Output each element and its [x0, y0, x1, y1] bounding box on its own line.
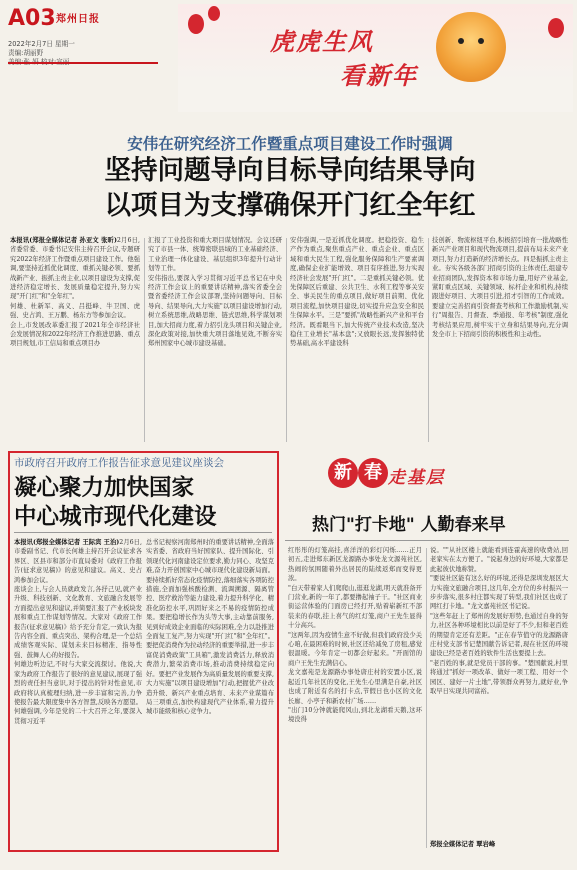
lead-subhead: 安伟在研究经济工作暨重点项目建设工作时强调: [127, 135, 453, 153]
third-column-1: 红彤彤的灯笼高挂,喜洋洋的彩灯闪烁……正月初五,走进郑东新区龙源路办事处龙文源苑社区,热闹的氛围随着外出居民的陆续返郑而变得更浓。 "白天带着家人们爬爬山,逛逛龙湖,明天就准备开门营业,新的一年了,都要撸起袖子干。"社区商业街运营体验的门面房已经打开,贴着崭新红不部装来的春联,挂上喜气的红灯笼,商户王先生显得十分高兴。 "这两年,因为疫情生意不好做,但我们政府没少关心咱,在最困难的时候,社区还给减免了房租,感觉很温暖。今年肯定一切都会好起来。"开面馆的商户王先生充满信心。 龙文嘉苑是龙源路办事处唐庄村的安置小区,说起近几年社区的变化,王先生心里满是自豪,社区也成了附近有名的打卡点,节假日也小区的文化长廊、小亭子和新农村广场…… "出门10分钟就能爬风山,到北龙湖看天鹅,这环境没得: [288, 547, 422, 724]
page-number: A03: [8, 6, 56, 31]
column-divider: [426, 548, 427, 848]
paper-logo: 郑州日报: [56, 14, 100, 25]
lantern-icon: [548, 18, 564, 38]
chun-badge: 春: [358, 458, 388, 488]
second-col1-text: 2月6日,市委副书记、代市长何雄主持召开会议征求各界区、区县市和部分市直局委对《政府工作报告(征求意见稿)》的意见和建议。高义、史占鸿参加会议。 座谈会上,与会人员就政发言,各抒己见,就产业升级、科技创新、文化教育、文旅融合发展等方面提出意见和建议,并简要汇报了产业板块发展和重点工作谋划等情况。大家对《政府工作报告(征求意见稿)》给予充分肯定,一致认为报告内容全面、重点突出、架构合理,是一个总结成绩客观实际、谋划未来目标精准、指导性强、鼓舞人心的好报告。 何雄边听边记,不时与大家交流探讨。他说,大家为政府工作报告了很好的意见建议,展现了强烈的责任担当意识,对于提出的针对性意见,市政府将认真梳理归纳,进一步丰富和完善,力争使报告最大限度集中各方智慧,反映各方愿望。 何雄强调,今年是党的二十大召开之年,要深入贯彻习近平: [14, 539, 142, 725]
issue-meta: 2022年2月7日 星期一 责编:胡丽野: [8, 40, 75, 57]
column-divider: [286, 238, 287, 442]
xin-badge: 新: [328, 458, 358, 488]
tiger-mascot-icon: [436, 12, 506, 82]
third-byline: 郑报全媒体记者 覃岩峰: [430, 841, 496, 848]
column-tag: 走基层: [388, 468, 445, 488]
second-story-kicker: 市政府召开政府工作报告征求意见建议座谈会: [14, 457, 224, 469]
tiger-eye-icon: [458, 38, 464, 44]
lantern-icon: [188, 14, 204, 34]
third-story-title: 热门"打卡地" 人勤春来早: [312, 515, 506, 535]
lead-column-4: 技创新、物流枢纽平台,积极招引培育一批战略性新兴产业项目和现代物流项目,提前布局未来产业项目,努力打造新的经济增长点。四是振抓主责主业。夯实各级各部门招商引资的主体责任,组建专业招商团队,发挥资本和市场力量,用好产业基金,紧盯重点区域、关键领域、标杆企业和机构,持续跟进好项目、大项目引进,招才引智的工作成效。要建立完善招商引资督查考核和工作激励机制,实行"周报告、月督查、季通报、年考核"制度,强化考核结果应用,树牢实干立身和结果导向,充分调发全市上下招商引资的积极性和主动性。: [432, 237, 568, 339]
banner-title-line2: 看新年: [340, 62, 418, 90]
lead-headline: 坚持问题导向目标导向结果导向 以项目为支撑确保开门红全年红: [104, 155, 476, 221]
column-divider: [428, 238, 429, 442]
lead-column-2: 汇报了工业投资和重大项目谋划情况。会议还研究了市县一体、统筹密联县域的工业基础经济、工业治理一体化建设、基层组织3年提升行动计划等工作。 安伟指出,要深入学习贯彻习近平总书记在中央经济工作会议上的重要讲话精神,落实省委全会暨省委经济工作会议部署,坚持问题导向、目标导向、结果导向,大力实施"以项目建设增加行动,树立系统思维,战略思维、链式思维,科学谋划项目,加大招商力度,着力招引龙头项目和关键企业,深化政策对接,加快重大项目落地见效,不断夯实郑州国家中心城市建设基础。: [148, 237, 282, 348]
lead-column-1: [10, 236, 140, 444]
second-column-2: 总书记视察河南郑州时的重要讲话精神,全面落实省委、省政府当好国家队、提升国际化、引领现代化河南建设定位要求,勤力同心、攻坚克难,奋力开创国家中心城市现代化建设新局面。要持续抓好常态化疫情防控,落细落实各项防控措施,全面加强核酸检测、流调溯源、隔离管控、医疗救治等能力建设,着力提升科学化、精准化防控水平,巩固好来之不易的疫情防控成果。要把稳增长作为头等大事,主动靠前服务,见到好成效企业面临的实际困难,全力以赴推进全面复工复产,努力实现"开门红"和"全年红"。要把促消费作为拉动经济的重要举措,进一步丰富促消费政策"工具箱",激发消费活力,释放消费潜力,繁荣消费市场,推动消费持续稳定向好。要把产业发展作为高质量发展的重要支撑,大力实施"以项目建设增加"行动,把握优产业改造升级、新兴产业重点培育、未来产业谋篇布局三项重点,加快构建现代产业体系,着力提升城市能级和核心竞争力。: [146, 539, 274, 716]
lead-col1-text: 2月6日,省委常委、市委书记安伟主持召开会议,专题研究2022年经济工作暨重点项目建设工作。他强调,要坚持近抓优化调度、重抓关键必领、要抓战新产业、振抓主责主业,以项目建设为支撑,促进经济稳定增长、发展质量稳定提升,努力实现"开门红"和"全年红"。 何雄、杜新军、高义、吕挺峰、牛卫国、虎强、史占鸿、王万鹏、杨东方等参加会议。 会上,市发展改革委汇报了2021年全市经济社会发展情况和2022年经济工作推进思路、重点项目规划,市工信局和重点项目办: [10, 237, 140, 348]
festival-banner: [178, 4, 573, 112]
lead-column-3: 安伟强调,一是近抓优化调度。把稳投资、稳生产作为重点,聚焦重点产业、重点企业、重点区域和重大民生工程,强化服务保障和生产要素调度,确保企业扩能增效、项目有序推进,努力实现经济社会发展"开门红"。二是重抓关键必领。优先保障区后重建、公共卫生、水利工程等事关安全、事关民生的重点项目,做好项目前期、优化项目流程,加快项目建设,切实提升应急安全和民生保障水平。三是"要抓"战略性新兴产业和平台经济。既看眼当下,加大传统产业技术改造,坚决稳住工业增长"基本盘";又放眼长远,发挥独特优势基础,高水平建设科: [290, 237, 424, 348]
second-column-1: [14, 538, 142, 848]
lead-byline: 本报讯(郑报全媒体记者 孙亚文 张昕): [10, 237, 117, 244]
lantern-icon: [208, 6, 220, 21]
third-column-2: 说。""从社区楼上就能看到连霍高速的收费站,回老家实在太方便了。"说起身边的好环境,大家都是此起彼伏地称赞。 "要说社区能有这么好的环境,还得是深圳发展区大力实施文旅融合项目,这几年,全方位的乡村振兴一步步落实,很多村庄都实现了转型,我们社区也成了网红打卡地。"龙文嘉苑社区书记说。 "这些年赶上了郑州的发展好形势,也通过自身的努力,社区各种环境相比以前是好了不少,但和老百姓的期望肯定还有差距。"正在春节值守的龙源路唐庄村党支部书记楚国献告诉记者,现在社区的环境建设已经是老百姓的软件生活也要提上去。 "老百姓的事,就是党员干部的事。"楚国献说,村里将通过"抓好一项改革、做好一项工程、用好一个园区、建好一片土地",带领群众再努力,就好业,争取早日实现共同富裕。: [430, 547, 568, 696]
second-byline: 本报讯(郑报全媒体记者 王际宾 王治): [14, 539, 120, 546]
third-story-rule: [285, 540, 569, 541]
column-divider: [144, 238, 145, 442]
tiger-eye-icon: [478, 38, 484, 44]
second-story-title: 凝心聚力加快国家 中心城市现代化建设: [14, 475, 217, 530]
second-story-rule: [14, 532, 272, 533]
banner-title-line1: 虎虎生风: [270, 28, 374, 56]
header-rule: [8, 62, 158, 64]
